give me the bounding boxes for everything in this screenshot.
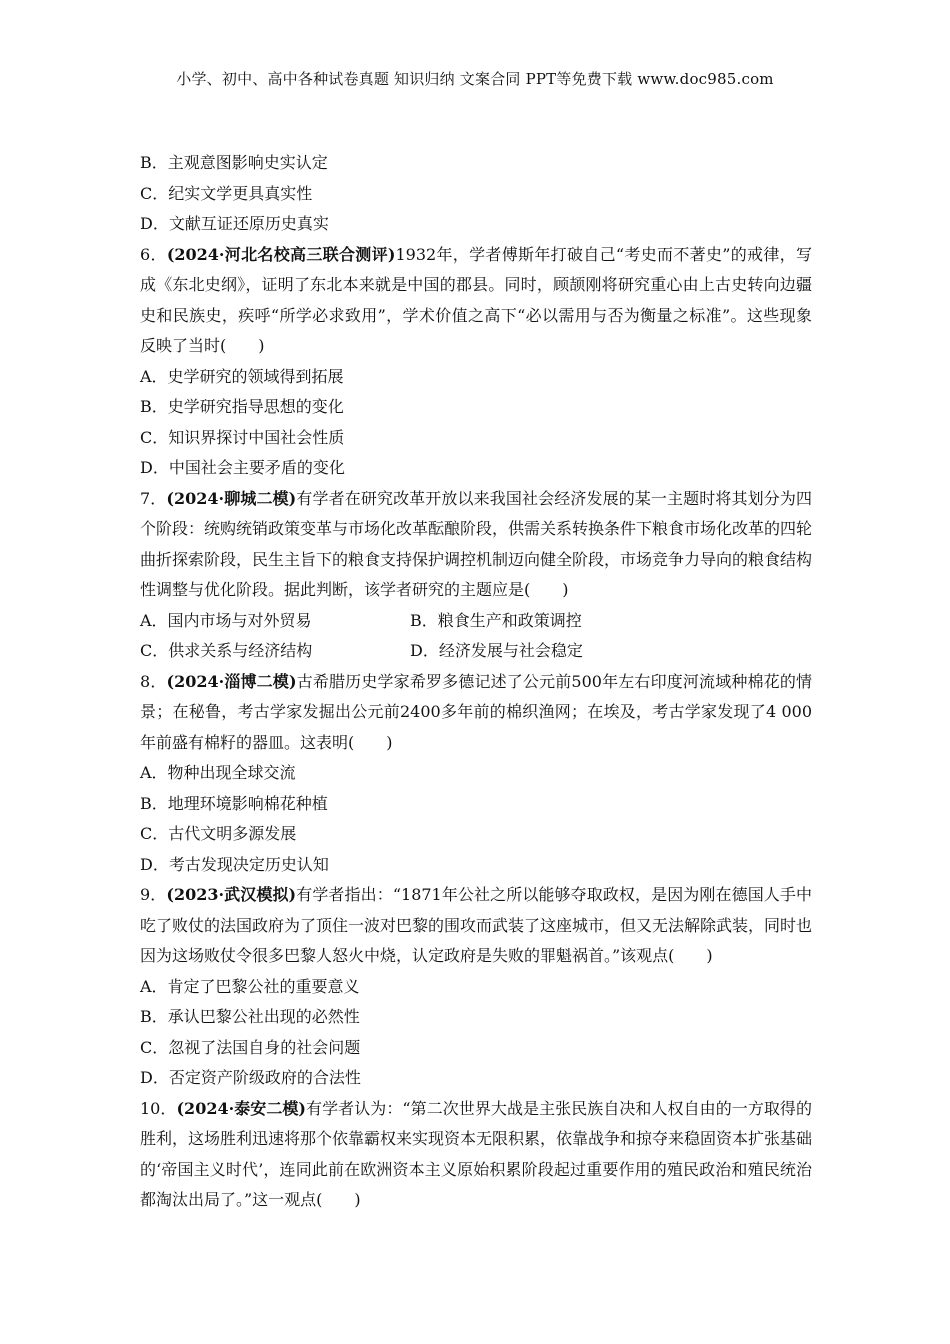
question-number: 10． [140, 1098, 177, 1118]
option-b: B．史学研究指导思想的变化 [140, 397, 344, 416]
option-c: C．供求关系与经济结构 [140, 641, 313, 660]
page-header: 小学、初中、高中各种试卷真题 知识归纳 文案合同 PPT等免费下载 www.doc985.com [176, 70, 774, 88]
question-number: 8． [140, 671, 167, 691]
option-c: C．知识界探讨中国社会性质 [140, 427, 345, 447]
question-7 [140, 484, 812, 667]
document-body [140, 148, 812, 1216]
option-d: D．考古发现决定历史认知 [140, 854, 329, 874]
question-9 [140, 880, 812, 1094]
option-b: B．承认巴黎公社出现的必然性 [140, 1007, 360, 1026]
question-source: (2024·泰安二模) [176, 1098, 307, 1118]
question-stem [140, 484, 812, 606]
question-number: 6． [140, 244, 167, 264]
option-b: B．地理环境影响棉花种植 [140, 793, 328, 813]
option-c: C．纪实文学更具真实性 [140, 183, 313, 203]
option-d: D．否定资产阶级政府的合法性 [140, 1068, 361, 1087]
option-row [140, 606, 812, 637]
option-b: B．主观意图影响史实认定 [140, 153, 328, 172]
question-10 [140, 1094, 812, 1216]
question-text: 有学者认为：“第二次世界大战是主张民族自决和人权自由的一方取得的胜利，这场胜利迅速将那个依靠霸权来实现资本无限积累，依靠战争和掠夺来稳固资本扩张基础的‘帝国主义时代’，连同此前在欧洲资本主义原始积累阶段起过重要作用的殖民政治和殖民统治都淘汰出局了。”这一观点( ) [140, 1098, 813, 1209]
question-number: 7． [140, 488, 167, 508]
option-c: C．古代文明多源发展 [140, 824, 297, 843]
question-source: (2024·聊城二模) [166, 488, 297, 508]
option-c: C．忽视了法国自身的社会问题 [140, 1037, 361, 1057]
top-options [140, 148, 812, 240]
question-stem [140, 1094, 812, 1216]
question-8 [140, 667, 812, 881]
question-source: (2024·河北名校高三联合测评) [166, 244, 396, 264]
option-a: A．物种出现全球交流 [140, 763, 296, 782]
question-stem [140, 240, 812, 362]
question-source: (2023·武汉模拟) [166, 885, 297, 904]
question-stem [140, 880, 812, 972]
question-source: (2024·淄博二模) [166, 671, 297, 691]
option-a: A．史学研究的领域得到拓展 [140, 366, 344, 386]
option-a: A．国内市场与对外贸易 [140, 610, 312, 630]
question-text: 有学者指出：“1871年公社之所以能够夺取政权，是因为刚在德国人手中吃了败仗的法国政府为了顶住一波对巴黎的围攻而武装了这座城市，但又无法解除武装，同时也因为这场败仗令很多巴黎人怒火中烧，认定政府是失败的罪魁祸首。”该观点( ) [140, 885, 813, 965]
question-text: 古希腊历史学家希罗多德记述了公元前500年左右印度河流域种棉花的情景；在秘鲁，考古学家发掘出公元前2400多年前的棉织渔网；在埃及，考古学家发现了4 000年前盛有棉籽的器皿。这表明( ) [140, 671, 812, 752]
option-a: A．肯定了巴黎公社的重要意义 [140, 976, 360, 996]
question-number: 9． [140, 885, 167, 904]
option-b: B．粮食生产和政策调控 [410, 610, 582, 630]
option-row [140, 636, 812, 667]
question-6 [140, 240, 812, 484]
question-text: 1932年，学者傅斯年打破自己“考史而不著史”的戒律，写成《东北史纲》，证明了东北本来就是中国的郡县。同时，顾颉刚将研究重心由上古史转向边疆史和民族史，疾呼“所学必求致用”，学术价值之高下“必以需用与否为衡量之标准”。这些现象反映了当时( ) [140, 244, 812, 355]
question-text: 有学者在研究改革开放以来我国社会经济发展的某一主题时将其划分为四个阶段：统购统销政策变革与市场化改革酝酿阶段，供需关系转换条件下粮食市场化改革的四轮曲折探索阶段，民生主旨下的粮食支持保护调控机制迈向健全阶段，市场竞争力导向的粮食结构性调整与优化阶段。据此判断，该学者研究的主题应是( ) [140, 488, 813, 599]
option-d: D．中国社会主要矛盾的变化 [140, 458, 345, 477]
option-d: D．经济发展与社会稳定 [410, 641, 583, 660]
question-stem [140, 667, 812, 759]
option-d: D．文献互证还原历史真实 [140, 214, 329, 233]
